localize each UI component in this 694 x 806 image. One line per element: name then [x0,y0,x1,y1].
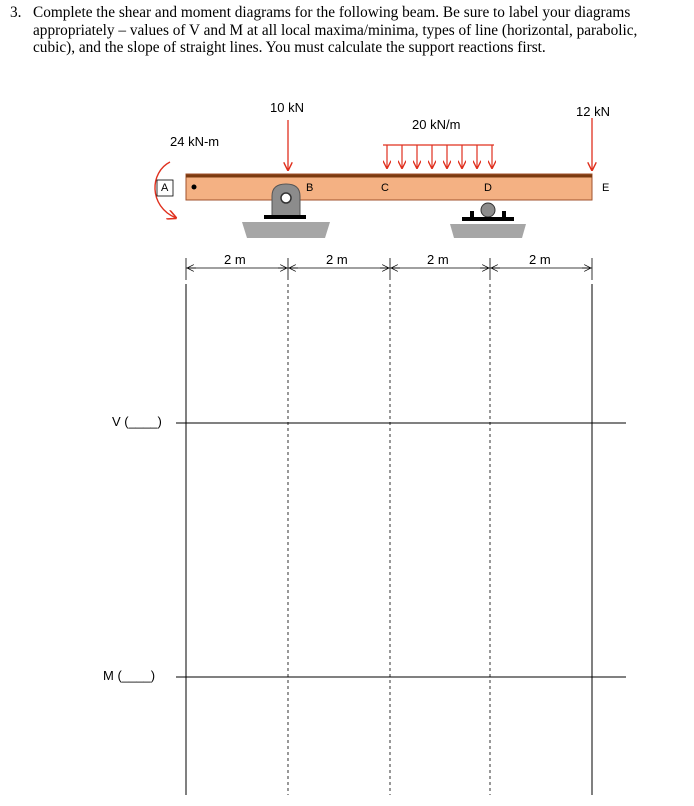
dimension-label: 2 m [224,252,246,267]
point-load-e-label: 12 kN [576,104,610,119]
point-a-label: A [161,182,169,194]
roller-support-d [450,203,526,238]
point-b-label: B [306,182,314,194]
dimension-label: 2 m [326,252,348,267]
shear-axis-label: V (____) [112,414,162,429]
problem-number: 3. [10,4,22,21]
point-c-label: C [381,182,389,194]
distributed-load-label: 20 kN/m [412,117,461,132]
point-e-label: E [602,182,610,194]
point-load-b-label: 10 kN [270,100,304,115]
beam-end-dot [192,185,197,190]
moment-label: 24 kN-m [170,134,220,149]
point-d-label: D [484,182,492,194]
dimension-label: 2 m [529,252,551,267]
problem-text: Complete the shear and moment diagrams for the following beam. Be sure to label your diagrams appropriately – values of V and M at all local maxima/minima, types of line (horizontal, parabolic, cubic), and the slope of straight lines. You must calculate the support reactions first. [33,4,638,57]
distributed-load [383,145,494,168]
beam [186,174,592,200]
diagram-grid [176,284,626,795]
dimension-label: 2 m [427,252,449,267]
moment-axis-label: M (____) [103,668,156,683]
